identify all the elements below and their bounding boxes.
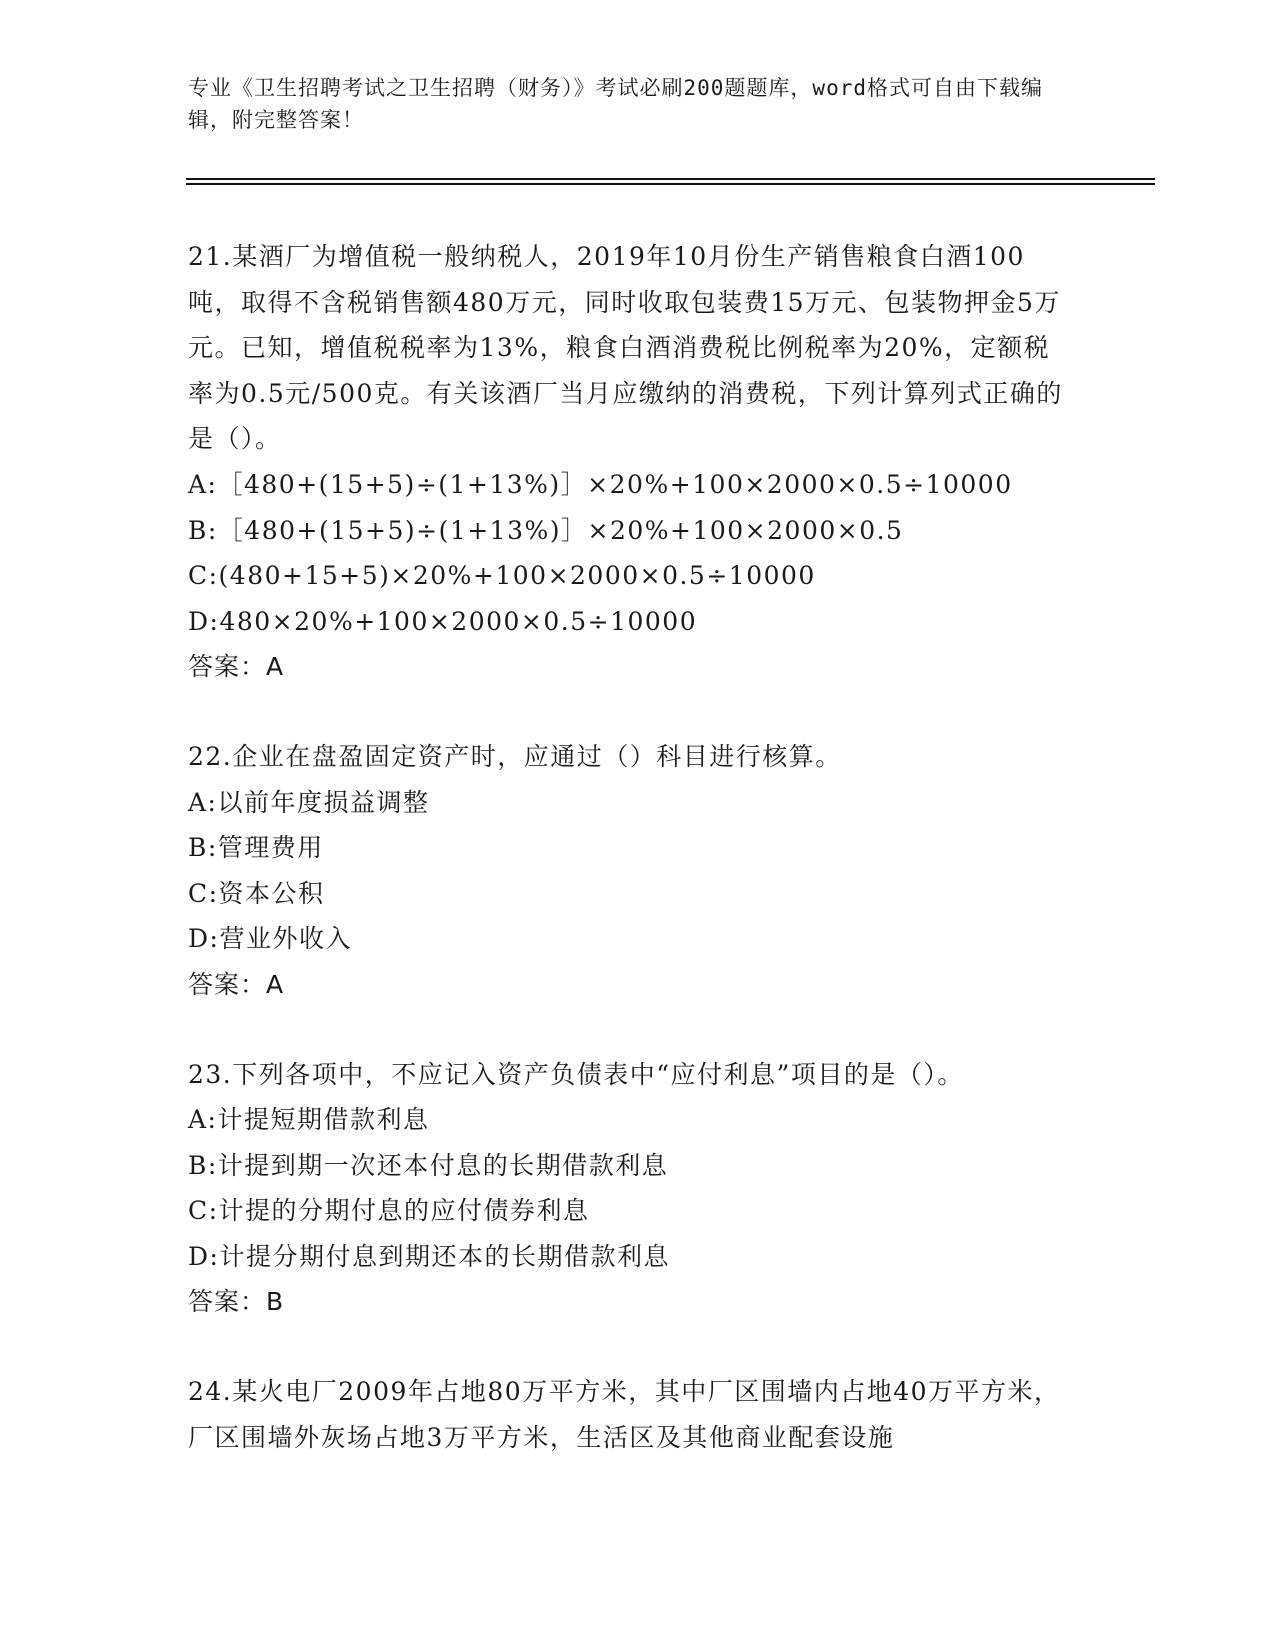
question-stem: 22.企业在盘盈固定资产时，应通过（）科目进行核算。	[188, 741, 842, 771]
option-a: A:计提短期借款利息	[188, 1105, 430, 1135]
document-header: 专业《卫生招聘考试之卫生招聘（财务）》考试必刷200题题库，word格式可自由下载编辑，附完整答案！	[188, 76, 1043, 132]
question-24	[188, 1369, 1068, 1460]
header-rule-top	[186, 178, 1155, 180]
header-rule-bottom	[186, 183, 1155, 185]
question-stem: 21.某酒厂为增值税一般纳税人，2019年10月份生产销售粮食白酒100吨，取得不含税销售额480万元，同时收取包装费15万元、包装物押金5万元。已知，增值税税率为13%，粮食白酒消费税比例税率为20%，定额税率为0.5元/500克。有关该酒厂当月应缴纳的消费税，下列计算列式正确的是（）。	[188, 242, 1063, 454]
answer: 答案：B	[188, 1287, 285, 1317]
option-a: A:以前年度损益调整	[188, 787, 430, 817]
option-b: B:［480+(15+5)÷(1+13%)］×20%+100×2000×0.5	[188, 515, 904, 545]
question-list	[188, 234, 1068, 1504]
option-c: C:资本公积	[188, 878, 325, 908]
option-b: B:计提到期一次还本付息的长期借款利息	[188, 1150, 669, 1180]
question-22	[188, 734, 1068, 1008]
question-23	[188, 1052, 1068, 1326]
option-d: D:计提分期付息到期还本的长期借款利息	[188, 1241, 670, 1271]
option-b: B:管理费用	[188, 833, 324, 863]
question-stem: 24.某火电厂2009年占地80万平方米，其中厂区围墙内占地40万平方米，厂区围墙外灰场占地3万平方米，生活区及其他商业配套设施	[188, 1377, 1061, 1452]
answer: 答案：A	[188, 652, 285, 682]
option-d: D:营业外收入	[188, 924, 352, 954]
option-a: A:［480+(15+5)÷(1+13%)］×20%+100×2000×0.5÷10000	[188, 469, 1013, 499]
question-stem: 23.下列各项中，不应记入资产负债表中“应付利息”项目的是（）。	[188, 1059, 964, 1089]
option-d: D:480×20%+100×2000×0.5÷10000	[188, 606, 698, 636]
answer: 答案：A	[188, 969, 285, 999]
option-c: C:(480+15+5)×20%+100×2000×0.5÷10000	[188, 561, 816, 591]
question-21	[188, 234, 1068, 690]
option-c: C:计提的分期付息的应付债券利息	[188, 1196, 590, 1226]
